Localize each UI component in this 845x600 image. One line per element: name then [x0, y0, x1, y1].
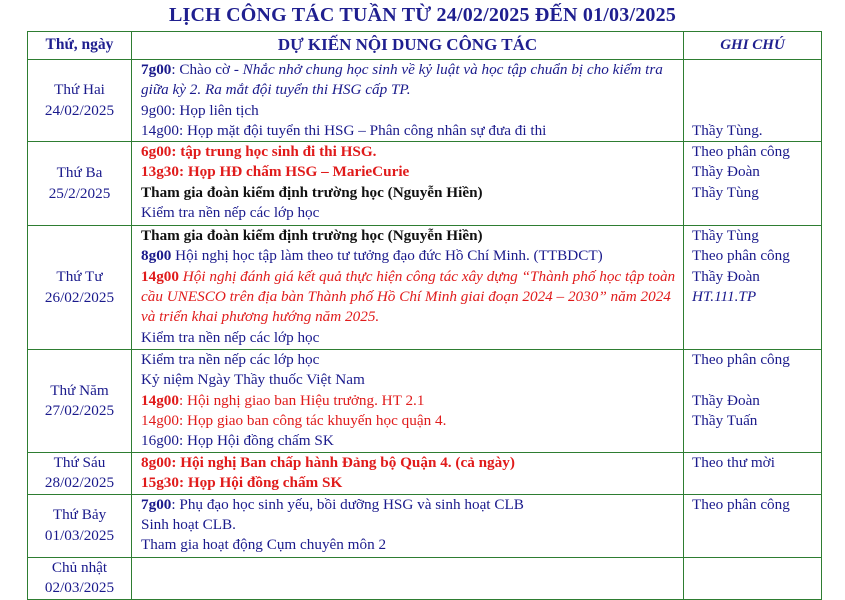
content-cell — [132, 494, 684, 557]
note-cell — [684, 557, 822, 599]
note-item: Theo thư mời — [692, 453, 775, 471]
day-date: 01/03/2025 — [44, 526, 115, 544]
note-cell — [684, 142, 822, 226]
schedule-item: Tham gia đoàn kiểm định trường học (Nguyễn Hiền) — [141, 227, 483, 245]
table-row — [28, 226, 822, 350]
day-cell — [28, 452, 132, 494]
table-row — [28, 142, 822, 226]
note-item: Thầy Tuấn — [692, 412, 758, 430]
note-item: HT.111.TP — [692, 288, 757, 306]
day-date: 27/02/2025 — [44, 401, 115, 419]
day-name: Thứ Hai — [54, 81, 105, 99]
note-item: Thầy Tùng — [692, 183, 759, 201]
note-item: Thầy Đoàn — [692, 267, 760, 285]
note-item: Theo phân công — [692, 351, 790, 369]
note-item: Theo phân công — [692, 495, 790, 513]
schedule-item: 9g00: Họp liên tịch — [141, 101, 259, 119]
day-cell — [28, 226, 132, 350]
note-item: Thầy Đoàn — [692, 391, 760, 409]
note-cell — [684, 494, 822, 557]
content-cell — [132, 350, 684, 452]
schedule-item: 14g00: Họp mặt đội tuyển thi HSG – Phân công nhân sự đưa đi thi — [141, 121, 547, 139]
table-row — [28, 452, 822, 494]
schedule-table — [27, 31, 822, 600]
schedule-item: Tham gia hoạt động Cụm chuyên môn 2 — [141, 536, 387, 554]
day-cell — [28, 350, 132, 452]
schedule-item: 14g00 Hội nghị đánh giá kết quả thực hiện công tác xây dựng “Thành phố học tập toàn cầu UNESCO trên địa bàn Thành phố Hồ Chí Minh giai đoạn 2024 – 2030” năm 2024 và triển khai phương hướng năm 2025. — [141, 267, 676, 326]
note-item: Thầy Tùng — [692, 227, 759, 245]
day-name: Thứ Ba — [56, 164, 103, 182]
day-cell — [28, 142, 132, 226]
day-date: 25/2/2025 — [48, 184, 111, 202]
schedule-item: 8g00: Hội nghị Ban chấp hành Đảng bộ Quận 4. (cả ngày) — [141, 453, 515, 471]
note-cell — [684, 350, 822, 452]
day-date: 28/02/2025 — [44, 474, 115, 492]
day-name: Thứ Sáu — [53, 453, 106, 471]
day-name: Thứ Năm — [50, 381, 109, 399]
schedule-item: Kiểm tra nền nếp các lớp học — [141, 328, 320, 346]
content-cell — [132, 226, 684, 350]
table-row — [28, 557, 822, 599]
table-row — [28, 60, 822, 142]
header-content: DỰ KIẾN NỘI DUNG CÔNG TÁC — [132, 32, 684, 60]
note-cell — [684, 60, 822, 142]
day-name: Thứ Bảy — [52, 506, 107, 524]
day-cell — [28, 557, 132, 599]
schedule-item: 15g30: Họp Hội đồng chấm SK — [141, 473, 343, 491]
note-cell — [684, 226, 822, 350]
note-cell — [684, 452, 822, 494]
day-cell — [28, 494, 132, 557]
content-cell — [132, 452, 684, 494]
schedule-item: 16g00: Họp Hội đồng chấm SK — [141, 432, 334, 450]
content-cell — [132, 60, 684, 142]
schedule-item: Kỷ niệm Ngày Thầy thuốc Việt Nam — [141, 371, 365, 389]
schedule-item: Tham gia đoàn kiểm định trường học (Nguyễn Hiền) — [141, 183, 483, 201]
note-item: Thầy Tùng. — [692, 121, 763, 139]
content-cell — [132, 557, 684, 599]
day-name: Thứ Tư — [56, 268, 103, 286]
schedule-item: Kiểm tra nền nếp các lớp học — [141, 351, 320, 369]
day-date: 02/03/2025 — [44, 579, 115, 597]
day-date: 24/02/2025 — [44, 101, 115, 119]
header-note: GHI CHÚ — [684, 32, 822, 60]
schedule-item: 13g30: Họp HĐ chấm HSG – MarieCurie — [141, 163, 410, 181]
table-row — [28, 494, 822, 557]
schedule-item: 7g00: Phụ đạo học sinh yếu, bồi dưỡng HSG và sinh hoạt CLB — [141, 495, 524, 513]
note-item: Theo phân công — [692, 247, 790, 265]
table-row — [28, 350, 822, 452]
note-item: Theo phân công — [692, 143, 790, 161]
schedule-item: 14g00: Hội nghị giao ban Hiệu trưởng. HT 2.1 — [141, 391, 425, 409]
day-date: 26/02/2025 — [44, 288, 115, 306]
schedule-item: 8g00 Hội nghị học tập làm theo tư tưởng đạo đức Hồ Chí Minh. (TTBDCT) — [141, 247, 603, 265]
schedule-item: 6g00: tập trung học sinh đi thi HSG. — [141, 143, 377, 161]
note-item: Thầy Đoàn — [692, 163, 760, 181]
schedule-item: Kiểm tra nền nếp các lớp học — [141, 204, 320, 222]
page-title: LỊCH CÔNG TÁC TUẦN TỪ 24/02/2025 ĐẾN 01/03/2025 — [168, 4, 677, 26]
day-cell — [28, 60, 132, 142]
header-day: Thứ, ngày — [28, 32, 132, 60]
schedule-item: 7g00: Chào cờ - Nhắc nhở chung học sinh về kỷ luật và học tập chuẩn bị cho kiểm tra giữa kỳ 2. Ra mắt đội tuyển thi HSG cấp TP. — [141, 61, 663, 99]
schedule-item: 14g00: Họp giao ban công tác khuyến học quận 4. — [141, 412, 447, 430]
content-cell — [132, 142, 684, 226]
day-name: Chủ nhật — [51, 558, 108, 576]
schedule-item: Sinh hoạt CLB. — [141, 515, 236, 533]
header-row — [28, 32, 822, 60]
